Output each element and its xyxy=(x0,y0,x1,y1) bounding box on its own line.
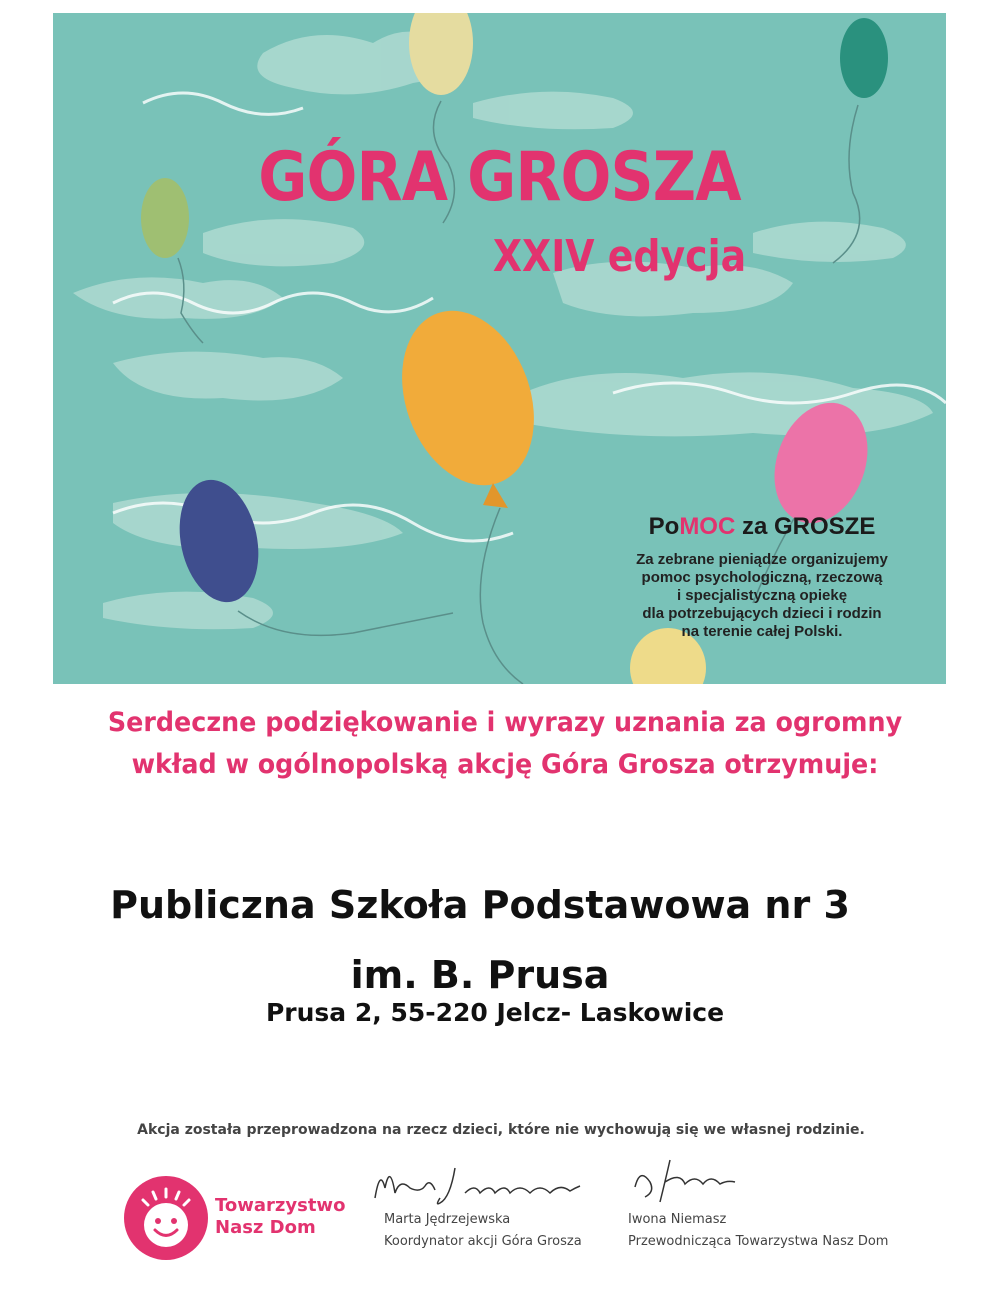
recipient-name-line: im. B. Prusa xyxy=(350,953,610,997)
pomoc-line: i specjalistyczną opiekę xyxy=(676,587,848,604)
thanks-text xyxy=(87,702,924,786)
pomoc-description xyxy=(601,551,923,641)
signature-marta-icon xyxy=(370,1158,585,1213)
org-name-line: Nasz Dom xyxy=(215,1217,316,1238)
thanks-line: Serdeczne podziękowanie i wyrazy uznania za ogromny xyxy=(107,707,903,738)
pomoc-highlight: MOC xyxy=(679,513,736,540)
pomoc-line: na terenie całej Polski. xyxy=(681,623,843,640)
signature-iwona-icon xyxy=(625,1152,745,1207)
teal-balloon-icon xyxy=(840,18,888,98)
pomoc-line: Za zebrane pieniądze organizujemy xyxy=(636,551,888,568)
pomoc-line: dla potrzebujących dzieci i rodzin xyxy=(642,605,882,622)
hero-banner xyxy=(53,13,946,684)
org-name xyxy=(215,1195,345,1239)
pomoc-prefix: Po xyxy=(648,513,680,540)
org-name-line: Towarzystwo xyxy=(215,1195,346,1216)
orange-balloon-icon xyxy=(379,292,557,508)
signer2-name: Iwona Niemasz xyxy=(628,1212,727,1227)
signer1-role: Koordynator akcji Góra Grosza xyxy=(384,1234,582,1249)
yellow-balloon-icon xyxy=(409,13,473,95)
recipient-name-line: Publiczna Szkoła Podstawowa nr 3 xyxy=(110,883,850,927)
recipient-address: Prusa 2, 55-220 Jelcz- Laskowice xyxy=(265,998,725,1027)
pomoc-block xyxy=(601,513,923,641)
navy-balloon-icon xyxy=(169,472,269,609)
campaign-title: GÓRA GROSZA xyxy=(258,138,741,217)
nasz-dom-logo-icon xyxy=(123,1175,209,1261)
recipient-name xyxy=(60,870,900,1010)
signer2-role: Przewodnicząca Towarzystwa Nasz Dom xyxy=(628,1234,889,1249)
campaign-edition: XXIV edycja xyxy=(492,231,747,282)
pomoc-suffix: za GROSZE xyxy=(735,513,876,540)
pomoc-line: pomoc psychologiczną, rzeczową xyxy=(641,569,883,586)
signer1-name: Marta Jędrzejewska xyxy=(384,1212,511,1227)
footer-note: Akcja została przeprowadzona na rzecz dzieci, które nie wychowują się we własnej rodzinie. xyxy=(137,1122,865,1138)
thanks-line: wkład w ogólnopolską akcję Góra Grosza otrzymuje: xyxy=(131,749,879,780)
pomoc-heading xyxy=(601,513,923,541)
